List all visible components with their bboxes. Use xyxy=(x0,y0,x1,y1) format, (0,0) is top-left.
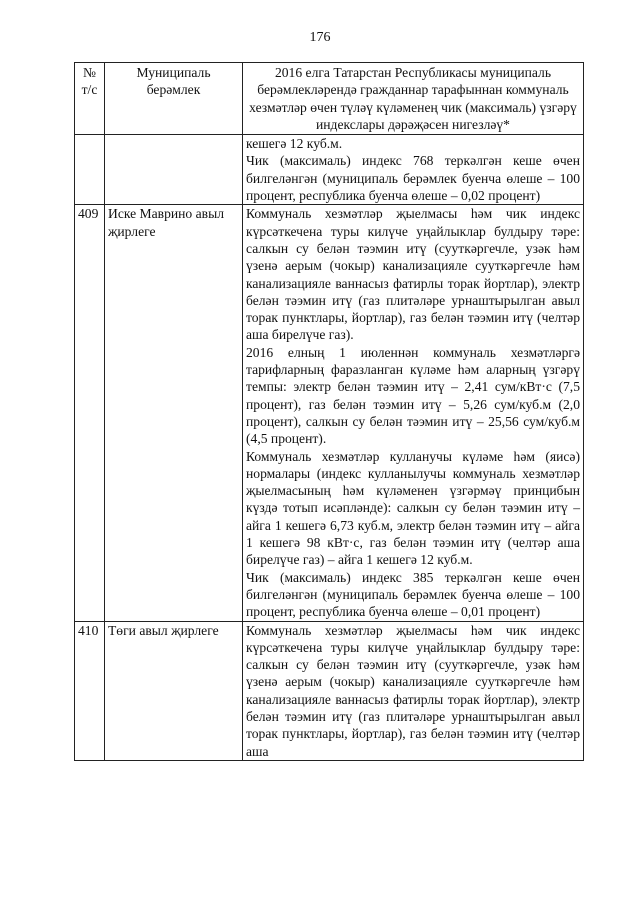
row-paragraph: Коммуналь хезмәтләр кулланучы күләме һәм (яисә) нормалары (индекс кулланылучы коммуналь хезмәтләр җыелмасының һәм күләменен үзгәрмәү принцибын күздә тотып исәпләнде): салкын су белән тәэмин итү – айга 1 кешегә 6,73 куб.м, электр белән тәэмин итү – айга 1 кешегә 98 кВт·с, газ белән тәэмин итү (челтәр аша бирелүче газ) – айга 1 кешегә 12 куб.м. xyxy=(246,448,580,568)
page-number: 176 xyxy=(309,30,331,45)
row-paragraph: кешегә 12 куб.м. xyxy=(246,136,343,152)
header-number: № т/с xyxy=(75,63,105,135)
row-municipality xyxy=(105,135,243,205)
row-description xyxy=(243,205,584,621)
row-description xyxy=(243,621,584,760)
row-number xyxy=(75,135,105,205)
row-description xyxy=(243,135,584,205)
table-row xyxy=(75,621,584,760)
row-paragraph: Коммуналь хезмәтләр җыелмасы һәм чик индекс күрсәткечена туры килүче уңайлыклар булдыру тәре: салкын су белән тәэмин итү (сууткәргечле, узәк һәм үзенә аерым (чокыр) канализацияле сууткәргечле һәм канализацияле ваннасыз фатирлы торак йортлар), электр белән тәэмин итү (газ плитәләре урнаштырылган авыл торак пунктлары, йортлар), газ белән тәэмин итү (челтәр аша xyxy=(246,622,580,759)
row-municipality: Төги авыл җирлеге xyxy=(105,621,243,760)
row-number: 410 xyxy=(75,621,105,760)
header-municipality: Муниципаль берәмлек xyxy=(105,63,243,135)
table-row xyxy=(75,205,584,621)
row-municipality: Иске Маврино авыл җирлеге xyxy=(105,205,243,621)
table-header-row xyxy=(75,63,584,135)
header-justification: 2016 елга Татарстан Республикасы муниципаль берәмлекләрендә гражданнар тарафыннан коммуналь хезмәтләр өчен түләү күләменең чик (максималь) үзгәрү индекслары дәрәҗәсен нигезләү* xyxy=(243,63,584,135)
table-row xyxy=(75,135,584,205)
row-paragraph: 2016 елның 1 июленнән коммуналь хезмәтләргә тарифларның фаразланган күләме һәм аларның үзгәрү темпы: электр белән тәэмин итү – 2,41 сум/кВт·с (7,5 процент), газ белән тәэмин итү – 5,26 сум/куб.м (2,0 процент), салкын су белән тәэмин итү – 25,56 сум/куб.м (4,5 процент). xyxy=(246,344,580,447)
row-paragraph: Коммуналь хезмәтләр җыелмасы һәм чик индекс күрсәткечена туры килүче уңайлыклар булдыру тәре: салкын су белән тәэмин итү (сууткәргечле, узәк һәм үзенә аерым (чокыр) канализацияле сууткәргечле һәм канализацияле ваннасыз фатирлы торак йортлар), электр белән тәэмин итү (газ плитәләре урнаштырылган авыл торак пунктлары, йортлар), газ белән тәэмин итү (челтәр аша бирелүче газ). xyxy=(246,206,580,343)
row-paragraph: Чик (максималь) индекс 385 теркәлгән кеше өчен билгеләнгән (муниципаль берәмлек буенча өлеше – 100 процент, республика буенча өлеше – 0,01 процент) xyxy=(246,569,580,620)
row-number: 409 xyxy=(75,205,105,621)
row-paragraph: Чик (максималь) индекс 768 теркәлгән кеше өчен билгеләнгән (муниципаль берәмлек буенча өлеше – 100 процент, республика буенча өлеше – 0,02 процент) xyxy=(246,153,580,204)
indexes-table xyxy=(74,62,584,761)
